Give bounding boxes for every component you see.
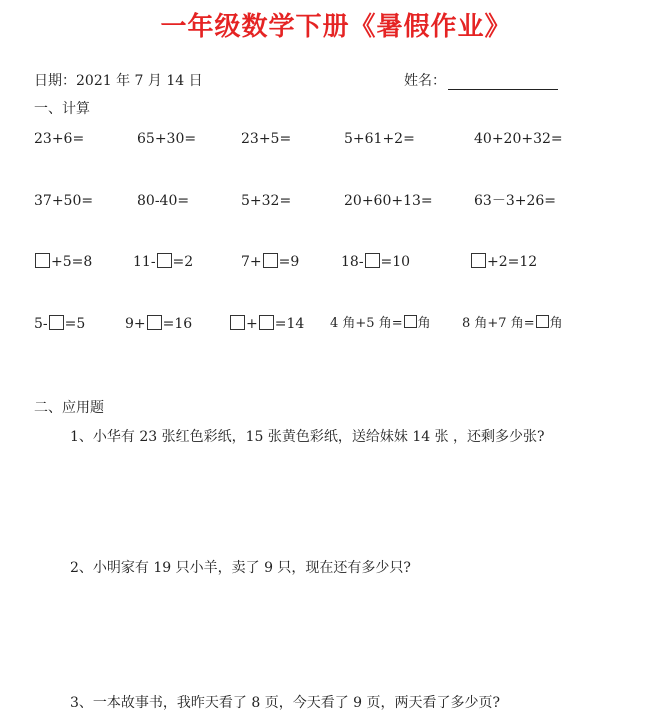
date-label: 日期：2021 年 7 月 14 日 bbox=[34, 73, 203, 89]
answer-box[interactable] bbox=[35, 253, 50, 268]
problem-cell: 23+5= bbox=[241, 131, 292, 147]
answer-box[interactable] bbox=[365, 253, 380, 268]
blank-problem: + =14 bbox=[229, 315, 304, 333]
problem-cell: 23+6= bbox=[34, 131, 85, 147]
word-problem: 3、一本故事书，我昨天看了 8 页，今天看了 9 页，两天看了多少页? bbox=[70, 695, 501, 711]
section1-heading: 一、计算 bbox=[34, 101, 90, 117]
name-field[interactable] bbox=[404, 70, 558, 90]
problem-cell: 5+32= bbox=[241, 193, 292, 209]
blank-problem: 4 角+5 角= 角 bbox=[330, 316, 431, 331]
answer-box[interactable] bbox=[49, 315, 64, 330]
blank-problem: +5=8 bbox=[34, 253, 92, 271]
answer-box[interactable] bbox=[157, 253, 172, 268]
page-title: 一年级数学下册《暑假作业》 bbox=[160, 12, 512, 42]
answer-box[interactable] bbox=[263, 253, 278, 268]
answer-box[interactable] bbox=[536, 315, 549, 328]
blank-problem: 11- =2 bbox=[133, 254, 194, 270]
problem-cell: 5+61+2= bbox=[344, 131, 415, 147]
name-label: 姓名： bbox=[404, 73, 446, 89]
problem-cell: 80-40= bbox=[137, 193, 190, 209]
blank-problem: 5- =5 bbox=[34, 316, 86, 332]
blank-problem: 9+ =16 bbox=[125, 316, 193, 332]
answer-box[interactable] bbox=[471, 253, 486, 268]
problem-cell: 20+60+13= bbox=[344, 193, 433, 209]
word-problem: 1、小华有 23 张红色彩纸，15 张黄色彩纸，送给妹妹 14 张 ，还剩多少张? bbox=[70, 429, 545, 445]
answer-box[interactable] bbox=[404, 315, 417, 328]
blank-problem: 8 角+7 角= 角 bbox=[462, 316, 563, 331]
name-blank[interactable] bbox=[448, 75, 558, 90]
answer-box[interactable] bbox=[230, 315, 245, 330]
problem-cell: 63－3+26= bbox=[474, 193, 556, 209]
section2-heading: 二、应用题 bbox=[34, 400, 104, 416]
answer-box[interactable] bbox=[147, 315, 162, 330]
problem-cell: 37+50= bbox=[34, 193, 94, 209]
blank-problem: +2=12 bbox=[470, 253, 537, 271]
problem-cell: 40+20+32= bbox=[474, 131, 563, 147]
answer-box[interactable] bbox=[259, 315, 274, 330]
word-problem: 2、小明家有 19 只小羊，卖了 9 只，现在还有多少只? bbox=[70, 560, 411, 576]
problem-cell: 65+30= bbox=[137, 131, 197, 147]
blank-problem: 18- =10 bbox=[341, 254, 411, 270]
blank-problem: 7+ =9 bbox=[241, 254, 300, 270]
